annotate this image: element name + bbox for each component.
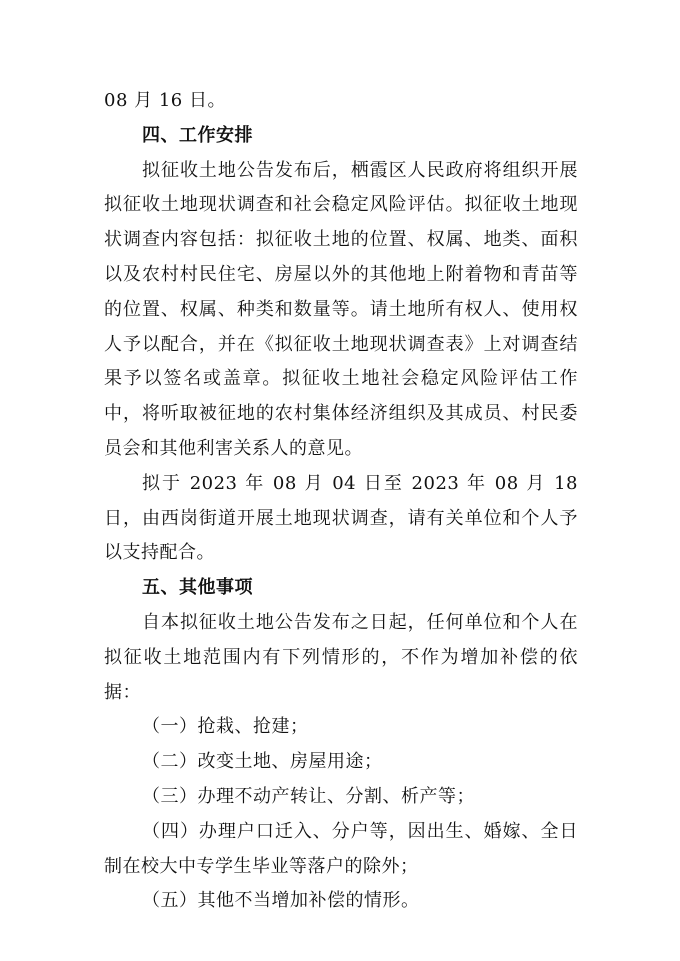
- list-item: （四）办理户口迁入、分户等，因出生、婚嫁、全日制在校大中专学生毕业等落户的除外；: [104, 820, 578, 877]
- section-heading-other-matters: 五、其他事项: [142, 577, 253, 599]
- lead-line: 08 月 16 日。: [104, 90, 226, 111]
- paragraph-survey-schedule: 拟于 2023 年 08 月 04 日至 2023 年 08 月 18 日，由西岗街道开展土地现状调查，请有关单位和个人予以支持配合。: [104, 472, 578, 564]
- list-item: （五）其他不当增加补偿的情形。: [142, 890, 420, 912]
- paragraph-survey-description: 拟征收土地公告发布后，栖霞区人民政府将组织开展拟征收土地现状调查和社会稳定风险评估。拟征收土地现状调查内容包括：拟征收土地的位置、权属、地类、面积以及农村村民住宅、房屋以外的其他地上附着物和青苗等的位置、权属、种类和数量等。请土地所有权人、使用权人予以配合，并在《拟征收土地现状调查表》上对调查结果予以签名或盖章。拟征收土地社会稳定风险评估工作中，将听取被征地的农村集体经济组织及其成员、村民委员会和其他利害关系人的意见。: [104, 159, 578, 459]
- list-item: （二）改变土地、房屋用途；: [142, 751, 383, 773]
- document-body: [104, 84, 578, 919]
- section-heading-work-arrangement: 四、工作安排: [142, 124, 253, 146]
- paragraph-other-matters-intro: 自本拟征收土地公告发布之日起，任何单位和个人在拟征收土地范围内有下列情形的，不作为增加补偿的依据：: [104, 611, 578, 703]
- list-item: （三）办理不动产转让、分割、析产等；: [142, 785, 475, 807]
- list-item: （一）抢栽、抢建；: [142, 716, 309, 738]
